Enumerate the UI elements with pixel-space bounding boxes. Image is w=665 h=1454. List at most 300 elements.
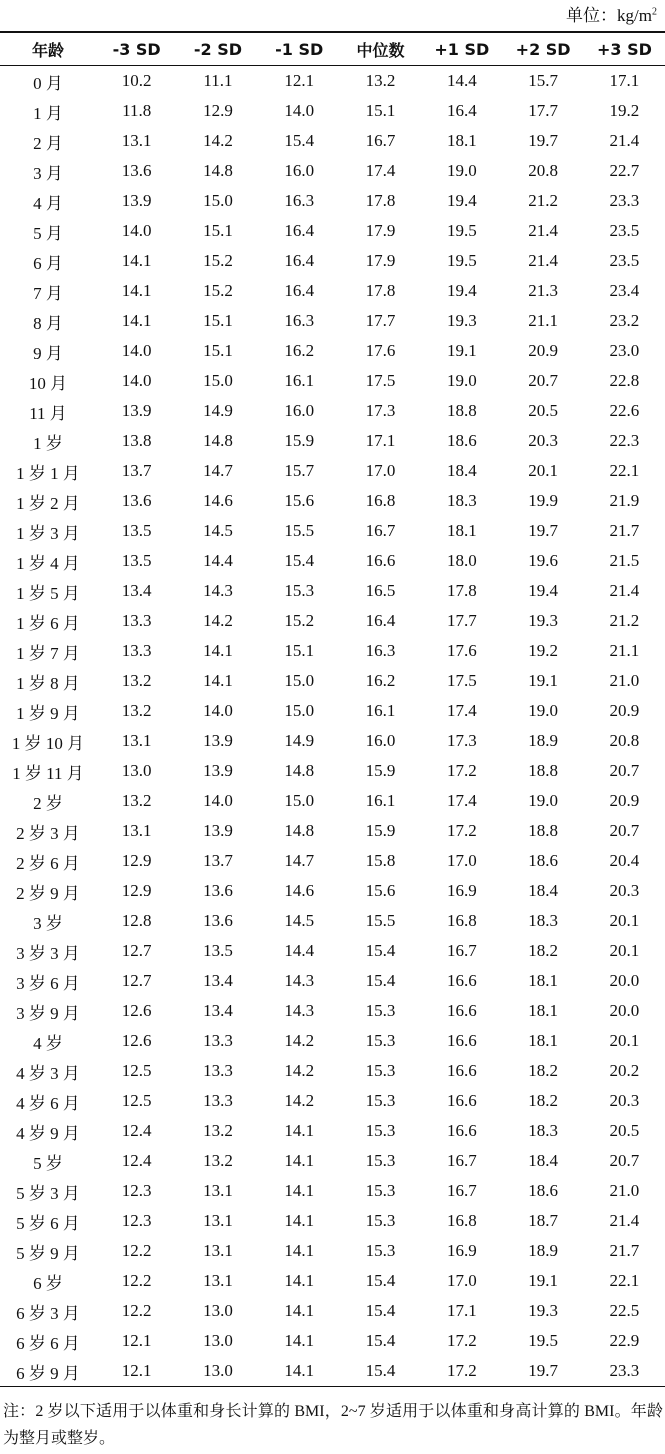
bmi-value-cell: 18.8	[528, 761, 558, 780]
table-row	[0, 1206, 665, 1236]
bmi-value-cell: 16.8	[365, 491, 396, 510]
bmi-value-cell: 19.1	[446, 341, 477, 360]
bmi-value-cell: 14.6	[284, 881, 315, 900]
bmi-value-cell: 22.1	[609, 1271, 640, 1290]
bmi-value-cell: 14.1	[284, 1271, 315, 1290]
age-cell: 6 岁 6 月	[16, 1333, 80, 1353]
bmi-value-cell: 12.7	[121, 941, 152, 960]
age-cell: 3 月	[33, 163, 63, 183]
bmi-value-cell: 19.3	[528, 1301, 558, 1320]
bmi-value-cell: 12.9	[121, 851, 152, 870]
age-cell: 6 月	[33, 253, 63, 273]
age-cell: 6 岁 3 月	[16, 1303, 80, 1323]
bmi-value-cell: 13.7	[203, 851, 233, 870]
bmi-value-cell: 21.4	[609, 131, 640, 150]
age-cell: 1 岁 1 月	[16, 463, 80, 483]
bmi-value-cell: 14.2	[284, 1091, 315, 1110]
age-cell: 1 岁 5 月	[16, 583, 80, 603]
bmi-value-cell: 20.3	[609, 881, 640, 900]
age-cell: 1 岁 10 月	[11, 733, 85, 753]
table-row	[0, 1296, 665, 1326]
bmi-value-cell: 14.0	[203, 791, 233, 810]
bmi-value-cell: 16.4	[284, 281, 315, 300]
table-footnote: 注：2 岁以下适用于以体重和身长计算的 BMI，2~7 岁适用于以体重和身高计算的 BMI。年龄为整月或整岁。	[3, 1403, 663, 1447]
bmi-value-cell: 16.1	[284, 371, 315, 390]
bmi-value-cell: 13.3	[121, 641, 152, 660]
bmi-value-cell: 17.6	[365, 341, 396, 360]
bmi-value-cell: 20.0	[609, 1001, 640, 1020]
bmi-value-cell: 14.8	[203, 431, 233, 450]
bmi-value-cell: 16.6	[365, 551, 396, 570]
bmi-value-cell: 19.5	[446, 251, 477, 270]
bmi-value-cell: 14.0	[121, 371, 152, 390]
bmi-value-cell: 15.0	[203, 191, 233, 210]
bmi-value-cell: 17.2	[446, 1331, 477, 1350]
bmi-value-cell: 15.2	[203, 281, 233, 300]
table-row	[0, 576, 665, 606]
bmi-value-cell: 12.4	[121, 1151, 152, 1170]
table-row	[0, 756, 665, 786]
bmi-value-cell: 21.4	[609, 1211, 640, 1230]
bmi-value-cell: 14.1	[203, 641, 233, 660]
age-cell: 10 月	[28, 373, 68, 393]
bmi-value-cell: 17.0	[446, 1271, 477, 1290]
bmi-value-cell: 16.2	[365, 671, 396, 690]
bmi-value-cell: 18.0	[446, 551, 477, 570]
bmi-value-cell: 13.0	[203, 1331, 233, 1350]
age-cell: 5 岁 6 月	[16, 1213, 80, 1233]
bmi-value-cell: 16.2	[284, 341, 315, 360]
bmi-value-cell: 14.1	[203, 671, 233, 690]
bmi-value-cell: 17.1	[446, 1301, 477, 1320]
bmi-value-cell: 14.6	[203, 491, 233, 510]
bmi-value-cell: 20.1	[609, 911, 640, 930]
age-cell: 1 岁 7 月	[16, 643, 80, 663]
bmi-value-cell: 14.1	[284, 1211, 315, 1230]
column-header: +3 SD	[596, 39, 652, 59]
bmi-value-cell: 17.1	[609, 71, 640, 90]
table-row	[0, 1146, 665, 1176]
bmi-value-cell: 13.2	[121, 701, 152, 720]
bmi-value-cell: 16.6	[446, 1001, 477, 1020]
bmi-value-cell: 15.3	[365, 1151, 396, 1170]
bmi-value-cell: 19.9	[528, 491, 558, 510]
bmi-value-cell: 18.9	[528, 731, 558, 750]
bmi-value-cell: 16.8	[446, 911, 477, 930]
bmi-value-cell: 13.9	[203, 821, 233, 840]
bmi-value-cell: 15.1	[365, 101, 396, 120]
bmi-value-cell: 23.4	[609, 281, 640, 300]
bmi-value-cell: 15.4	[365, 1361, 396, 1380]
bmi-value-cell: 16.4	[365, 611, 396, 630]
bmi-value-cell: 13.0	[203, 1361, 233, 1380]
table-row	[0, 456, 665, 486]
bmi-value-cell: 15.5	[365, 911, 396, 930]
bmi-value-cell: 14.8	[284, 761, 315, 780]
table-row	[0, 906, 665, 936]
table-row	[0, 936, 665, 966]
bmi-value-cell: 13.1	[121, 131, 152, 150]
bmi-value-cell: 17.9	[365, 221, 396, 240]
bmi-value-cell: 15.1	[203, 311, 233, 330]
table-row	[0, 636, 665, 666]
bmi-value-cell: 20.3	[528, 431, 558, 450]
bmi-value-cell: 14.0	[121, 221, 152, 240]
bmi-value-cell: 15.6	[284, 491, 315, 510]
age-cell: 1 岁 9 月	[16, 703, 80, 723]
bmi-value-cell: 14.5	[203, 521, 233, 540]
age-cell: 1 岁 6 月	[16, 613, 80, 633]
age-cell: 11 月	[29, 403, 67, 423]
bmi-value-cell: 15.9	[365, 821, 396, 840]
bmi-reference-table	[0, 31, 665, 1387]
bmi-value-cell: 19.3	[446, 311, 477, 330]
bmi-value-cell: 14.9	[284, 731, 315, 750]
bmi-value-cell: 16.6	[446, 971, 477, 990]
bmi-value-cell: 12.5	[121, 1091, 152, 1110]
bmi-value-cell: 18.4	[446, 461, 477, 480]
bmi-value-cell: 15.1	[284, 641, 315, 660]
bmi-value-cell: 13.9	[203, 761, 233, 780]
table-row	[0, 1026, 665, 1056]
bmi-value-cell: 18.6	[528, 851, 558, 870]
bmi-value-cell: 12.3	[121, 1211, 152, 1230]
table-row	[0, 1266, 665, 1296]
bmi-value-cell: 16.4	[284, 221, 315, 240]
bmi-value-cell: 23.3	[609, 191, 640, 210]
bmi-value-cell: 20.7	[609, 1151, 640, 1170]
bmi-value-cell: 17.7	[365, 311, 396, 330]
bmi-value-cell: 12.5	[121, 1061, 152, 1080]
bmi-value-cell: 13.1	[121, 731, 152, 750]
age-cell: 8 月	[33, 313, 63, 333]
bmi-value-cell: 13.9	[203, 731, 233, 750]
bmi-value-cell: 19.1	[528, 671, 558, 690]
bmi-value-cell: 15.4	[365, 1331, 396, 1350]
age-cell: 7 月	[33, 283, 63, 303]
bmi-value-cell: 19.7	[528, 1361, 558, 1380]
bmi-value-cell: 21.1	[528, 311, 558, 330]
bmi-value-cell: 20.9	[528, 341, 558, 360]
bmi-value-cell: 16.7	[365, 131, 396, 150]
bmi-value-cell: 21.1	[609, 641, 640, 660]
bmi-value-cell: 15.3	[365, 1001, 396, 1020]
bmi-value-cell: 16.3	[365, 641, 396, 660]
bmi-value-cell: 13.5	[121, 521, 152, 540]
bmi-value-cell: 15.3	[284, 581, 315, 600]
bmi-value-cell: 17.0	[365, 461, 396, 480]
age-cell: 6 岁	[33, 1273, 63, 1293]
bmi-value-cell: 15.1	[203, 221, 233, 240]
bmi-value-cell: 13.5	[203, 941, 233, 960]
bmi-value-cell: 23.3	[609, 1361, 640, 1380]
table-row	[0, 186, 665, 216]
bmi-value-cell: 13.2	[121, 791, 152, 810]
table-row	[0, 726, 665, 756]
bmi-value-cell: 19.6	[528, 551, 558, 570]
bmi-value-cell: 14.5	[284, 911, 315, 930]
bmi-value-cell: 18.4	[528, 1151, 558, 1170]
bmi-value-cell: 16.4	[284, 251, 315, 270]
bmi-value-cell: 17.7	[446, 611, 477, 630]
bmi-value-cell: 18.1	[528, 971, 558, 990]
bmi-value-cell: 20.7	[528, 371, 558, 390]
age-cell: 2 月	[33, 133, 63, 153]
bmi-value-cell: 23.5	[609, 221, 640, 240]
bmi-value-cell: 18.6	[528, 1181, 558, 1200]
bmi-value-cell: 12.6	[121, 1031, 152, 1050]
table-row	[0, 516, 665, 546]
bmi-value-cell: 19.7	[528, 131, 558, 150]
bmi-value-cell: 13.1	[121, 821, 152, 840]
bmi-value-cell: 12.6	[121, 1001, 152, 1020]
bmi-value-cell: 19.0	[446, 161, 477, 180]
bmi-value-cell: 18.8	[446, 401, 477, 420]
bmi-value-cell: 15.4	[284, 551, 315, 570]
bmi-value-cell: 14.1	[121, 281, 152, 300]
bmi-value-cell: 22.7	[609, 161, 640, 180]
bmi-value-cell: 16.3	[284, 311, 315, 330]
bmi-value-cell: 19.4	[446, 281, 477, 300]
bmi-value-cell: 21.7	[609, 1241, 640, 1260]
bmi-value-cell: 13.2	[121, 671, 152, 690]
bmi-value-cell: 17.1	[365, 431, 396, 450]
bmi-value-cell: 18.1	[528, 1031, 558, 1050]
bmi-value-cell: 13.9	[121, 191, 152, 210]
bmi-value-cell: 16.5	[365, 581, 396, 600]
bmi-value-cell: 18.6	[446, 431, 477, 450]
bmi-value-cell: 22.1	[609, 461, 640, 480]
age-cell: 4 岁 3 月	[16, 1063, 80, 1083]
age-cell: 5 岁 3 月	[16, 1183, 80, 1203]
bmi-value-cell: 20.7	[609, 761, 640, 780]
bmi-value-cell: 17.3	[446, 731, 477, 750]
bmi-value-cell: 14.1	[284, 1181, 315, 1200]
bmi-value-cell: 13.3	[203, 1091, 233, 1110]
bmi-value-cell: 15.3	[365, 1241, 396, 1260]
age-cell: 0 月	[33, 73, 63, 93]
table-row	[0, 306, 665, 336]
table-row	[0, 546, 665, 576]
column-header: -1 SD	[275, 39, 324, 59]
bmi-value-cell: 10.2	[121, 71, 152, 90]
table-row	[0, 696, 665, 726]
bmi-value-cell: 14.1	[284, 1151, 315, 1170]
bmi-value-cell: 19.0	[528, 791, 558, 810]
table-row	[0, 1326, 665, 1356]
bmi-value-cell: 14.1	[121, 251, 152, 270]
column-header: +1 SD	[434, 39, 490, 59]
bmi-value-cell: 17.6	[446, 641, 477, 660]
bmi-value-cell: 17.4	[365, 161, 396, 180]
bmi-value-cell: 12.8	[121, 911, 152, 930]
bmi-value-cell: 16.7	[446, 941, 477, 960]
table-row	[0, 276, 665, 306]
bmi-value-cell: 13.6	[203, 881, 233, 900]
bmi-value-cell: 12.1	[284, 71, 315, 90]
bmi-value-cell: 16.0	[284, 161, 315, 180]
bmi-value-cell: 14.2	[203, 131, 233, 150]
bmi-value-cell: 21.2	[609, 611, 640, 630]
table-row	[0, 666, 665, 696]
age-cell: 9 月	[33, 343, 63, 363]
bmi-value-cell: 13.1	[203, 1271, 233, 1290]
bmi-value-cell: 20.7	[609, 821, 640, 840]
bmi-value-cell: 12.3	[121, 1181, 152, 1200]
age-cell: 6 岁 9 月	[16, 1363, 80, 1383]
bmi-value-cell: 14.7	[203, 461, 233, 480]
bmi-value-cell: 21.5	[609, 551, 640, 570]
bmi-value-cell: 16.1	[365, 701, 396, 720]
age-cell: 1 岁	[33, 433, 63, 453]
table-row	[0, 486, 665, 516]
unit-superscript: 2	[652, 6, 657, 18]
bmi-value-cell: 13.2	[203, 1151, 233, 1170]
table-row	[0, 786, 665, 816]
bmi-value-cell: 14.2	[203, 611, 233, 630]
bmi-value-cell: 15.3	[365, 1181, 396, 1200]
bmi-value-cell: 20.8	[609, 731, 640, 750]
bmi-value-cell: 17.2	[446, 1361, 477, 1380]
bmi-value-cell: 14.1	[284, 1331, 315, 1350]
column-header: -2 SD	[193, 39, 243, 59]
age-cell: 5 岁	[33, 1153, 63, 1173]
bmi-value-cell: 16.0	[365, 731, 396, 750]
age-cell: 3 岁 9 月	[16, 1003, 80, 1023]
bmi-value-cell: 21.2	[528, 191, 558, 210]
table-header-row	[0, 32, 665, 66]
bmi-value-cell: 17.8	[365, 281, 396, 300]
bmi-value-cell: 16.8	[446, 1211, 477, 1230]
bmi-value-cell: 16.7	[446, 1151, 477, 1170]
bmi-value-cell: 19.5	[528, 1331, 558, 1350]
table-row	[0, 396, 665, 426]
bmi-value-cell: 20.0	[609, 971, 640, 990]
bmi-value-cell: 15.4	[365, 971, 396, 990]
bmi-value-cell: 16.1	[365, 791, 396, 810]
bmi-value-cell: 21.4	[609, 581, 640, 600]
bmi-value-cell: 19.4	[446, 191, 477, 210]
bmi-value-cell: 18.1	[528, 1001, 558, 1020]
bmi-value-cell: 14.1	[121, 311, 152, 330]
bmi-value-cell: 16.6	[446, 1031, 477, 1050]
bmi-value-cell: 17.5	[446, 671, 477, 690]
age-cell: 1 月	[33, 103, 63, 123]
table-row	[0, 426, 665, 456]
table-row	[0, 126, 665, 156]
bmi-value-cell: 18.7	[528, 1211, 558, 1230]
table-row	[0, 1056, 665, 1086]
bmi-value-cell: 13.5	[121, 551, 152, 570]
bmi-value-cell: 15.7	[284, 461, 315, 480]
bmi-value-cell: 12.7	[121, 971, 152, 990]
bmi-value-cell: 14.4	[284, 941, 315, 960]
bmi-value-cell: 15.4	[284, 131, 315, 150]
column-header-age: 年龄	[31, 40, 64, 60]
table-row	[0, 606, 665, 636]
table-row	[0, 1236, 665, 1266]
bmi-value-cell: 16.9	[446, 1241, 477, 1260]
bmi-value-cell: 14.1	[284, 1241, 315, 1260]
age-cell: 4 岁 9 月	[16, 1123, 80, 1143]
bmi-value-cell: 23.2	[609, 311, 640, 330]
bmi-value-cell: 12.4	[121, 1121, 152, 1140]
bmi-value-cell: 18.3	[528, 911, 558, 930]
unit-label	[566, 6, 657, 26]
bmi-value-cell: 18.8	[528, 821, 558, 840]
bmi-value-cell: 15.0	[284, 791, 315, 810]
bmi-value-cell: 21.0	[609, 1181, 640, 1200]
table-row	[0, 336, 665, 366]
bmi-value-cell: 21.7	[609, 521, 640, 540]
bmi-value-cell: 15.7	[528, 71, 558, 90]
bmi-value-cell: 16.6	[446, 1091, 477, 1110]
age-cell: 3 岁	[33, 913, 63, 933]
bmi-value-cell: 15.9	[365, 761, 396, 780]
bmi-value-cell: 11.1	[203, 71, 233, 90]
bmi-value-cell: 18.1	[446, 131, 477, 150]
bmi-value-cell: 17.2	[446, 821, 477, 840]
age-cell: 2 岁 3 月	[16, 823, 80, 843]
table-row	[0, 216, 665, 246]
bmi-value-cell: 21.4	[528, 221, 558, 240]
bmi-value-cell: 18.4	[528, 881, 558, 900]
bmi-value-cell: 17.4	[446, 701, 477, 720]
table-row	[0, 66, 665, 97]
bmi-value-cell: 13.4	[203, 1001, 233, 1020]
bmi-value-cell: 15.0	[284, 671, 315, 690]
age-cell: 2 岁 9 月	[16, 883, 80, 903]
bmi-value-cell: 14.7	[284, 851, 315, 870]
bmi-value-cell: 13.1	[203, 1181, 233, 1200]
bmi-value-cell: 21.9	[609, 491, 640, 510]
bmi-value-cell: 14.3	[284, 971, 315, 990]
bmi-value-cell: 21.3	[528, 281, 558, 300]
bmi-value-cell: 12.1	[121, 1331, 152, 1350]
bmi-value-cell: 13.3	[121, 611, 152, 630]
bmi-value-cell: 16.0	[284, 401, 315, 420]
bmi-value-cell: 15.3	[365, 1211, 396, 1230]
bmi-value-cell: 13.6	[121, 491, 152, 510]
bmi-value-cell: 15.2	[284, 611, 315, 630]
table-row	[0, 246, 665, 276]
bmi-value-cell: 20.2	[609, 1061, 640, 1080]
age-cell: 3 岁 3 月	[16, 943, 80, 963]
bmi-value-cell: 12.1	[121, 1361, 152, 1380]
table-row	[0, 996, 665, 1026]
bmi-value-cell: 13.3	[203, 1061, 233, 1080]
column-header: +2 SD	[515, 39, 571, 59]
bmi-value-cell: 13.2	[203, 1121, 233, 1140]
bmi-value-cell: 14.3	[284, 1001, 315, 1020]
table-row	[0, 966, 665, 996]
bmi-value-cell: 15.5	[284, 521, 315, 540]
bmi-value-cell: 16.4	[446, 101, 477, 120]
bmi-value-cell: 13.1	[203, 1211, 233, 1230]
bmi-value-cell: 14.4	[203, 551, 233, 570]
bmi-value-cell: 16.3	[284, 191, 315, 210]
bmi-value-cell: 13.1	[203, 1241, 233, 1260]
age-cell: 1 岁 4 月	[16, 553, 80, 573]
bmi-value-cell: 14.1	[284, 1361, 315, 1380]
bmi-value-cell: 17.9	[365, 251, 396, 270]
bmi-value-cell: 16.7	[365, 521, 396, 540]
bmi-value-cell: 18.2	[528, 941, 558, 960]
column-header: 中位数	[356, 40, 405, 60]
bmi-value-cell: 14.8	[284, 821, 315, 840]
age-cell: 4 月	[33, 193, 63, 213]
bmi-value-cell: 17.8	[365, 191, 396, 210]
